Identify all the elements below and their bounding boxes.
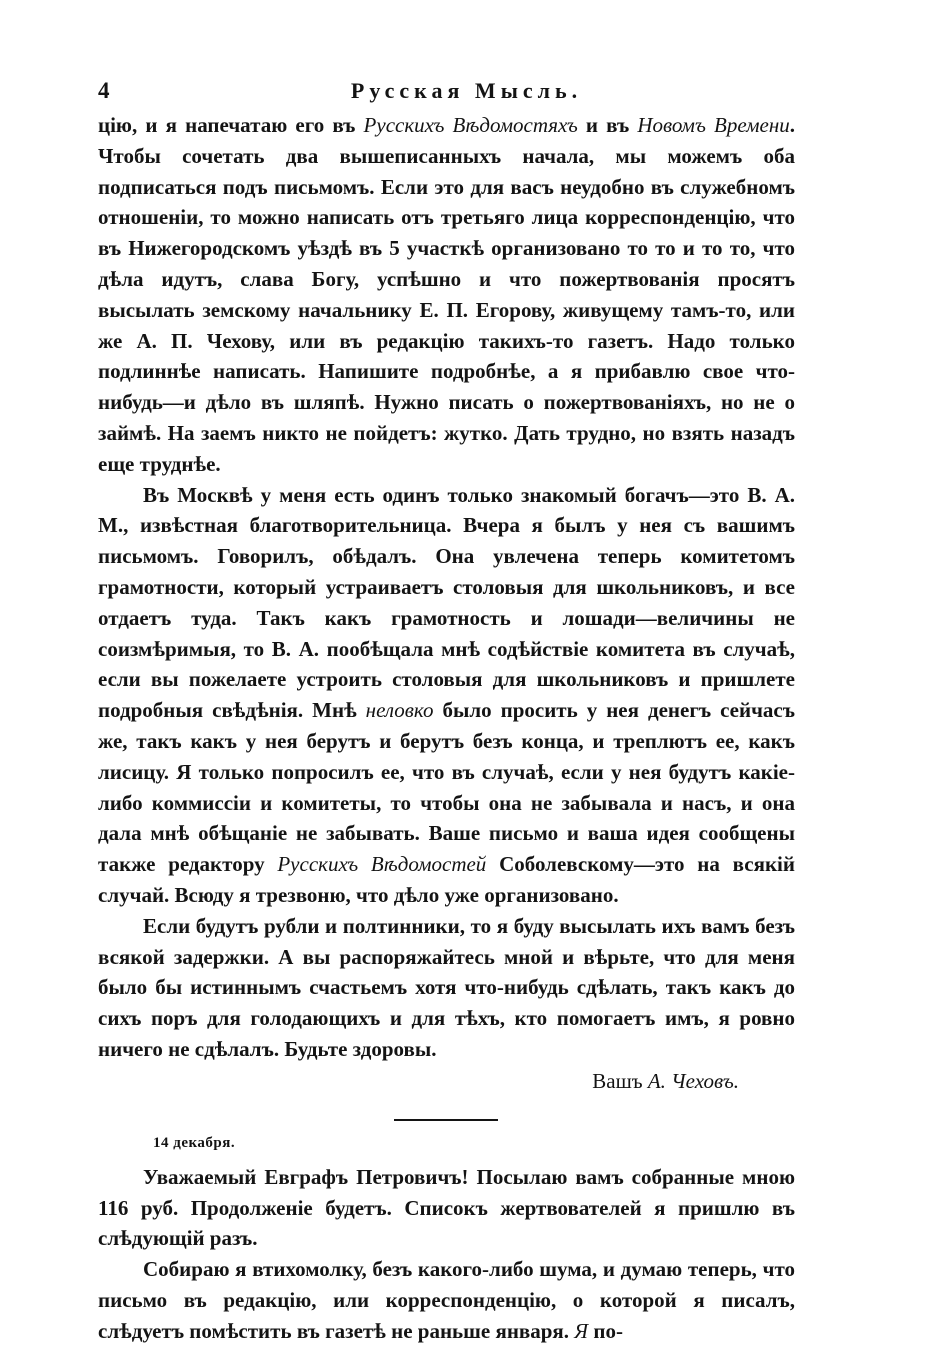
text-run: было просить у нея денегъ сейчасъ же, такъ какъ у нея берутъ и берутъ безъ конца, и треплютъ ее, какъ лисицу. Я только попросилъ ее, что въ случаѣ, если у нея будутъ какіе-либо коммиссіи и комитеты, то чтобы она не забывала и насъ, и она дала мнѣ обѣщаніе не забывать. Ваше письмо и ваша идея сообщены также редактору	[98, 698, 795, 877]
italic-text-run: Русскихъ Вѣдомостей	[277, 852, 487, 877]
signature-name: А. Чеховъ.	[647, 1068, 739, 1093]
text-run: и въ	[577, 113, 638, 137]
text-run: . Чтобы сочетать два вышеписанныхъ начала, мы можемъ оба подписаться подъ письмомъ. Если это для васъ неудобно въ служебномъ отношеніи, то можно написать отъ третьяго лица корреспонденцію, что въ Нижегородскомъ уѣздѣ въ 5 участкѣ организовано то то и то то, что дѣла идутъ, слава Богу, успѣшно и что пожертвованія просятъ высылать земскому начальнику Е. П. Егорову, живущему тамъ-то, или же А. П. Чехову, или въ редакцію такихъ-то газетъ. Надо только подлиннѣе написать. Напишите подробнѣе, а я прибавлю свое что-нибудь—и дѣло въ шляпѣ. Нужно писать о пожертвованіяхъ, но не о займѣ. На заемъ никто не пойдетъ: жутко. Дать трудно, но взять назадъ еще труднѣе.	[98, 113, 796, 476]
text-run: по-	[588, 1318, 623, 1343]
letter1-signature	[98, 1065, 795, 1097]
letter1-paragraph-3	[98, 911, 795, 1065]
letter2-date: 14 декабря.	[153, 1134, 236, 1151]
letter1-paragraph-1	[98, 110, 795, 480]
text-run: Уважаемый Евграфъ Петровичъ! Посылаю вамъ собранные мною 116 руб. Продолженіе будетъ. Списокъ жертвователей я пришлю въ слѣдующій разъ.	[98, 1164, 795, 1251]
text-run: Если будутъ рубли и полтинники, то я буду высылать ихъ вамъ безъ всякой задержки. А вы распоряжайтесь мной и вѣрьте, что для меня было бы истиннымъ счастьемъ хотя что-нибудь сдѣлать, такъ какъ до сихъ поръ для голодающихъ и для тѣхъ, кто помогаетъ имъ, я ровно ничего не сдѣлалъ. Будьте здоровы.	[98, 913, 795, 1061]
text-run: Собираю я втихомолку, безъ какого-либо шума, и думаю теперь, что письмо въ редакцію, или корреспонденцію, о которой я писалъ, слѣдуетъ помѣстить въ газетѣ не раньше января.	[98, 1257, 795, 1343]
italic-text-run: Новомъ Времени	[637, 113, 790, 137]
page-header	[98, 70, 795, 110]
letter1-paragraph-2	[98, 480, 795, 911]
section-divider	[394, 1119, 498, 1121]
text-run: Соболевскому—это на всякій случай. Всюду я трезвоню, что дѣло уже организовано.	[98, 852, 795, 907]
book-page	[98, 70, 795, 1346]
letter2-paragraph-1	[98, 1162, 795, 1254]
running-title: Русская Мысль.	[350, 78, 583, 103]
italic-text-run: неловко	[365, 698, 434, 723]
italic-text-run: Русскихъ Вѣдомостяхъ	[363, 113, 578, 137]
signature-label: Вашъ	[592, 1068, 643, 1093]
letter2-paragraph-2	[98, 1254, 795, 1346]
text-run: цію, и я напечатаю его въ	[98, 113, 364, 137]
page-number: 4	[98, 78, 110, 103]
text-run: Въ Москвѣ у меня есть одинъ только знакомый богачъ—это В. А. М., извѣстная благотворительница. Вчера я былъ у нея съ вашимъ письмомъ. Говорилъ, обѣдалъ. Она увлечена теперь комитетомъ грамотности, который устраиваетъ столовыя для школьниковъ, и все отдаетъ туда. Такъ какъ грамотность и лошади—величины не соизмѣримыя, то В. А. пообѣщала мнѣ содѣйствіе комитета въ случаѣ, если вы пожелаете устроить столовыя для школьниковъ и пришлете подробныя свѣдѣнія. Мнѣ	[98, 482, 795, 723]
italic-text-run: Я	[574, 1318, 589, 1343]
